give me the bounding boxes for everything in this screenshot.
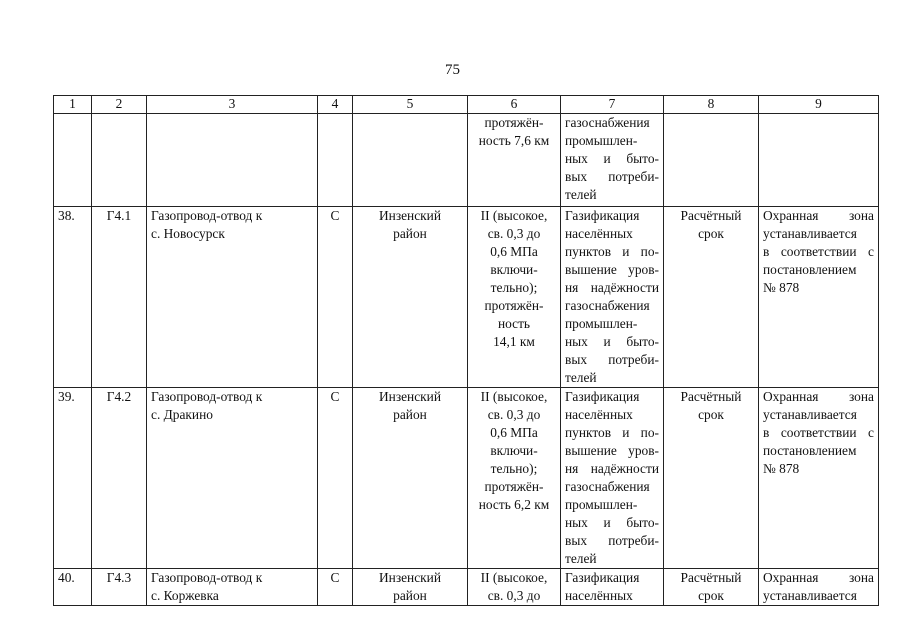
row-name: Газопровод-отвод к с. Дракино [147,388,318,569]
header-col-7: 7 [561,96,664,114]
continuation-params: протяжён- ность 7,6 км [468,114,561,207]
row-params: II (высокое, св. 0,3 до 0,6 МПа включи- тельно); протяжён- ность 14,1 км [468,207,561,388]
row-code: Г4.2 [92,388,147,569]
header-col-9: 9 [759,96,879,114]
row-term: Расчётный срок [664,207,759,388]
header-col-2: 2 [92,96,147,114]
row-district: Инзенский район [353,388,468,569]
header-col-6: 6 [468,96,561,114]
row-name: Газопровод-отвод к с. Коржевка [147,569,318,606]
page-number: 75 [445,62,460,78]
header-col-3: 3 [147,96,318,114]
table-row-continuation [54,114,879,207]
row-code: Г4.1 [92,207,147,388]
table-row [54,388,879,569]
row-note: Охранная зона устанавливается в соответствии с постановлением № 878 [759,388,879,569]
header-col-4: 4 [318,96,353,114]
row-number: 39. [54,388,92,569]
table-row [54,569,879,606]
row-purpose: Газификация населённых пунктов и по- вышение уров- ня надёжности газоснабжения промышлен- ных и быто- вых потреби- телей [561,388,664,569]
row-name: Газопровод-отвод к с. Новосурск [147,207,318,388]
row-term: Расчётный срок [664,569,759,606]
row-params: II (высокое, св. 0,3 до 0,6 МПа включи- тельно); протяжён- ность 6,2 км [468,388,561,569]
row-status: С [318,388,353,569]
row-status: С [318,569,353,606]
row-purpose: Газификация населённых пунктов и по- вышение уров- ня надёжности газоснабжения промышлен- ных и быто- вых потреби- телей [561,207,664,388]
row-district: Инзенский район [353,207,468,388]
continuation-purpose: газоснабжения промышлен- ных и быто- вых потреби- телей [561,114,664,207]
header-col-5: 5 [353,96,468,114]
row-district: Инзенский район [353,569,468,606]
row-number: 38. [54,207,92,388]
row-status: С [318,207,353,388]
row-number: 40. [54,569,92,606]
header-col-1: 1 [54,96,92,114]
table-row [54,207,879,388]
row-code: Г4.3 [92,569,147,606]
row-params: II (высокое, св. 0,3 до [468,569,561,606]
row-note: Охранная зона устанавливается в соответствии с постановлением № 878 [759,207,879,388]
row-note: Охранная зона устанавливается [759,569,879,606]
row-purpose: Газификация населённых [561,569,664,606]
row-term: Расчётный срок [664,388,759,569]
pipeline-table [53,95,879,606]
header-row [54,96,879,114]
header-col-8: 8 [664,96,759,114]
